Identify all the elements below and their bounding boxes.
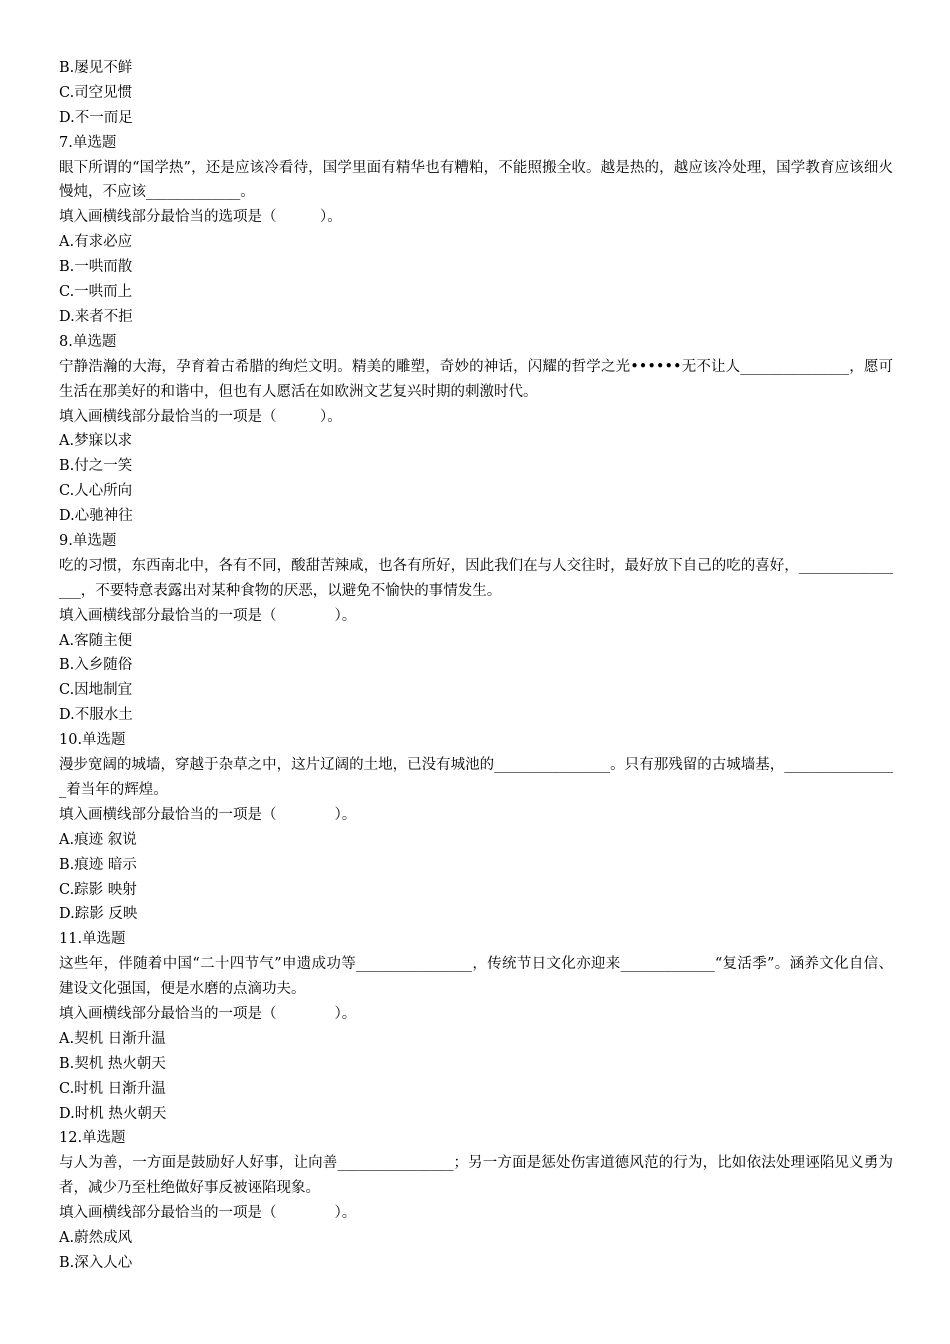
option-line: B.入乡随俗	[59, 657, 133, 674]
question-stem: 吃的习惯，东西南北中，各有不同，酸甜苦辣咸，也各有所好，因此我们在与人交往时，最好放下自己的吃的喜好，________________，不要特意表露出对某种食物的厌恶，以避免不愉快的事情发生。	[59, 557, 893, 599]
option-line: C.一哄而上	[59, 284, 133, 301]
option-line: C.司空见惯	[59, 84, 133, 101]
option-line: D.心驰神往	[59, 508, 133, 525]
option-line: D.来者不拒	[59, 308, 133, 325]
question-prompt: 填入画横线部分最恰当的一项是（ ）。	[59, 1205, 357, 1222]
option-line: B.痕迹 暗示	[59, 856, 137, 873]
question-header: 9.单选题	[59, 532, 117, 549]
option-line: B.屡见不鲜	[59, 60, 133, 76]
question-prompt: 填入画横线部分最恰当的一项是（ ）。	[59, 806, 357, 823]
question-stem: 宁静浩瀚的大海，孕育着古希腊的绚烂文明。精美的雕塑，奇妙的神话，闪耀的哲学之光••••••无不让人_______________，愿可生活在那美好的和谐中，但也有人愿活在如欧洲文艺复兴时期的刺激时代。	[59, 358, 893, 400]
question-stem: 眼下所谓的“国学热”，还是应该冷看待，国学里面有精华也有糟粕，不能照搬全收。越是热的，越应该冷处理，国学教育应该细火慢炖，不应该_____________。	[59, 159, 893, 201]
option-line: C.时机 日渐升温	[59, 1080, 166, 1097]
question-12	[59, 1126, 893, 1275]
option-line: A.有求必应	[59, 234, 133, 251]
question-header: 11.单选题	[59, 931, 126, 948]
question-stem: 这些年，伴随着中国“二十四节气”申遗成功等________________，传统节日文化亦迎来_____________“复活季”。涵养文化自信、建设文化强国，便是水磨的点滴功夫。	[59, 956, 893, 998]
option-line: D.不一而足	[59, 109, 133, 126]
question-stem: 漫步宽阔的城墙，穿越于杂草之中，这片辽阔的土地，已没有城池的________________。只有那残留的古城墙基，________________着当年的辉煌。	[59, 757, 893, 798]
option-line: D.时机 热火朝天	[59, 1105, 167, 1122]
option-line: C.人心所向	[59, 483, 133, 500]
option-line: C.因地制宜	[59, 682, 133, 699]
option-line: D.不服水土	[59, 707, 133, 724]
option-line: D.踪影 反映	[59, 906, 138, 923]
option-line: B.契机 热火朝天	[59, 1055, 166, 1072]
option-line: B.一哄而散	[59, 259, 133, 276]
question-header: 8.单选题	[59, 333, 117, 350]
question-11	[59, 927, 893, 1126]
question-header: 12.单选题	[59, 1130, 126, 1147]
question-8	[59, 330, 893, 529]
option-line: A.痕迹 叙说	[59, 831, 137, 848]
question-prompt: 填入画横线部分最恰当的一项是（ ）。	[59, 607, 357, 624]
question-10	[59, 728, 893, 927]
option-line: A.契机 日渐升温	[59, 1030, 166, 1047]
option-line: C.踪影 映射	[59, 881, 137, 898]
question-prompt: 填入画横线部分最恰当的一项是（ ）。	[59, 408, 342, 425]
document-page	[59, 56, 893, 1276]
question-stem: 与人为善，一方面是鼓励好人好事，让向善________________；另一方面是惩处伤害道德风范的行为，比如依法处理诬陷见义勇为者，减少乃至杜绝做好事反被诬陷现象。	[59, 1155, 893, 1197]
option-line: A.蔚然成风	[59, 1230, 133, 1247]
question-7	[59, 131, 893, 330]
option-line: A.梦寐以求	[59, 433, 133, 450]
option-line: A.客随主便	[59, 632, 133, 649]
question-9	[59, 529, 893, 728]
option-line: B.付之一笑	[59, 458, 133, 475]
question-header: 7.单选题	[59, 134, 117, 151]
question-prompt: 填入画横线部分最恰当的选项是（ ）。	[59, 209, 342, 226]
question-header: 10.单选题	[59, 732, 126, 749]
option-line: B.深入人心	[59, 1254, 133, 1271]
question-prompt: 填入画横线部分最恰当的一项是（ ）。	[59, 1006, 357, 1022]
